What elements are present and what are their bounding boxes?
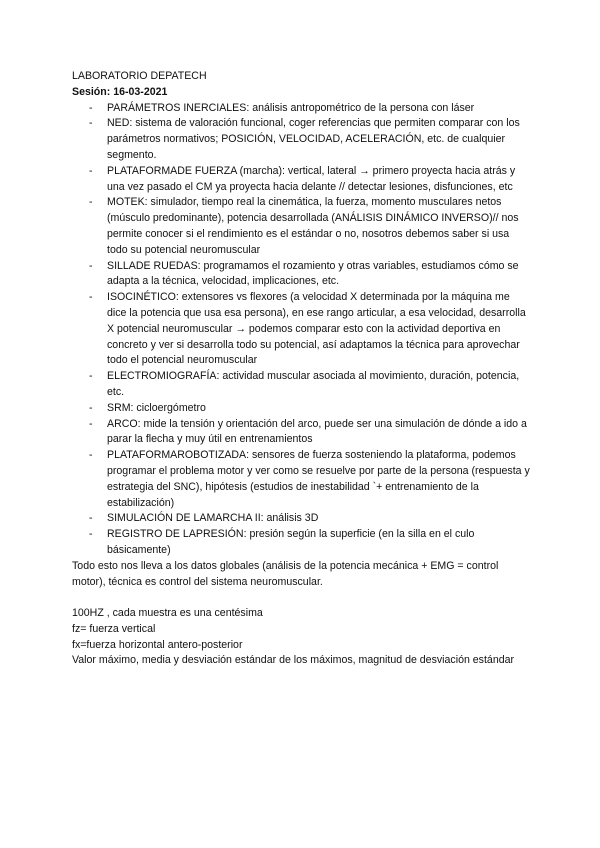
list-item [72, 511, 532, 527]
bullet-dash: - [89, 101, 93, 114]
list-item [72, 290, 532, 369]
list-item [72, 527, 532, 559]
session-date: Sesión: 16-03-2021 [72, 85, 168, 98]
bullet-dash: - [89, 401, 93, 414]
topic-list [72, 101, 532, 559]
document-title: LABORATORIO DEPATECH [72, 70, 207, 82]
list-item-text: SILLADE RUEDAS: programamos el rozamiento y otras variables, estudiamos cómo se adapta a la técnica, velocidad, implicaciones, etc. [107, 259, 519, 288]
list-item-text: PLATAFORMADE FUERZA (marcha): vertical, lateral → primero proyecta hacia atrás y una vez pasado el CM ya proyecta hacia delante // detectar lesiones, disfunciones, etc [107, 164, 516, 193]
bullet-dash: - [89, 196, 93, 209]
bullet-dash: - [89, 370, 93, 383]
note-line: fz= fuerza vertical [72, 622, 156, 635]
list-item-text: ELECTROMIOGRAFÍA: actividad muscular asociada al movimiento, duración, potencia, etc. [107, 370, 520, 398]
summary-paragraph: Todo esto nos lleva a los datos globales (análisis de la potencia mecánica + EMG = control motor), técnica es control del sistema neuromuscular. [72, 559, 499, 588]
list-item [72, 448, 532, 511]
paragraph-spacer [72, 590, 532, 606]
list-item-text: PLATAFORMAROBOTIZADA: sensores de fuerza sosteniendo la plataforma, podemos programar el problema motor y ver como se resuelve por parte de la persona (respuesta y estrategia del SNC), hipótesis (estudios de inestabilidad `+ entrenamiento de la estabilización) [107, 449, 530, 509]
list-item [72, 101, 532, 117]
note-line: fx=fuerza horizontal antero-posterior [72, 638, 243, 651]
list-item-text: MOTEK: simulador, tiempo real la cinemática, la fuerza, momento musculares netos (músculo predominante), potencia desarrollada (ANÁLISIS DINÁMICO INVERSO)// nos permite conocer si el rendimiento es el estándar o no, nosotros debemos saber si usa todo su potencial neuromuscular [107, 196, 519, 256]
list-item [72, 401, 532, 417]
list-item-text: REGISTRO DE LAPRESIÓN: presión según la superficie (en la silla en el culo básicamente) [107, 528, 475, 556]
list-item-text: ARCO: mide la tensión y orientación del arco, puede ser una simulación de dónde a ido a parar la flecha y muy útil en entrenamientos [107, 417, 527, 446]
bullet-dash: - [89, 512, 93, 525]
bullet-dash: - [89, 449, 93, 462]
bullet-dash: - [89, 164, 93, 177]
bullet-dash: - [89, 117, 93, 130]
list-item-text: SRM: cicloergómetro [107, 401, 206, 414]
note-line: Valor máximo, media y desviación estándar de los máximos, magnitud de desviación estándar [72, 654, 515, 667]
list-item-text: ISOCINÉTICO: extensores vs flexores (a velocidad X determinada por la máquina me dice la potencia que usa esa persona), en ese rango articular, a esa velocidad, desarrolla X potencial neuromuscular → podemos comparar esto con la actividad deportiva en concreto y ver si desarrolla todo su potencial, así adaptamos la técnica para aprovechar todo el potencial neuromuscular [107, 291, 526, 367]
bullet-dash: - [89, 291, 93, 304]
list-item-text: NED: sistema de valoración funcional, coger referencias que permiten comparar con los parámetros normativos; POSICIÓN, VELOCIDAD, ACELERACIÓN, etc. de cualquier segmento. [107, 117, 520, 161]
note-line: 100HZ , cada muestra es una centésima [72, 607, 263, 620]
list-item [72, 195, 532, 258]
list-item-text: PARÁMETROS INERCIALES: análisis antropométrico de la persona con láser [107, 101, 475, 114]
bullet-dash: - [89, 417, 93, 430]
list-item-text: SIMULACIÓN DE LAMARCHA II: análisis 3D [107, 512, 319, 525]
list-item [72, 116, 532, 163]
list-item [72, 164, 532, 196]
list-item [72, 417, 532, 449]
list-item [72, 369, 532, 401]
document-body [72, 69, 532, 669]
bullet-dash: - [89, 259, 93, 272]
bullet-dash: - [89, 528, 93, 541]
list-item [72, 259, 532, 291]
